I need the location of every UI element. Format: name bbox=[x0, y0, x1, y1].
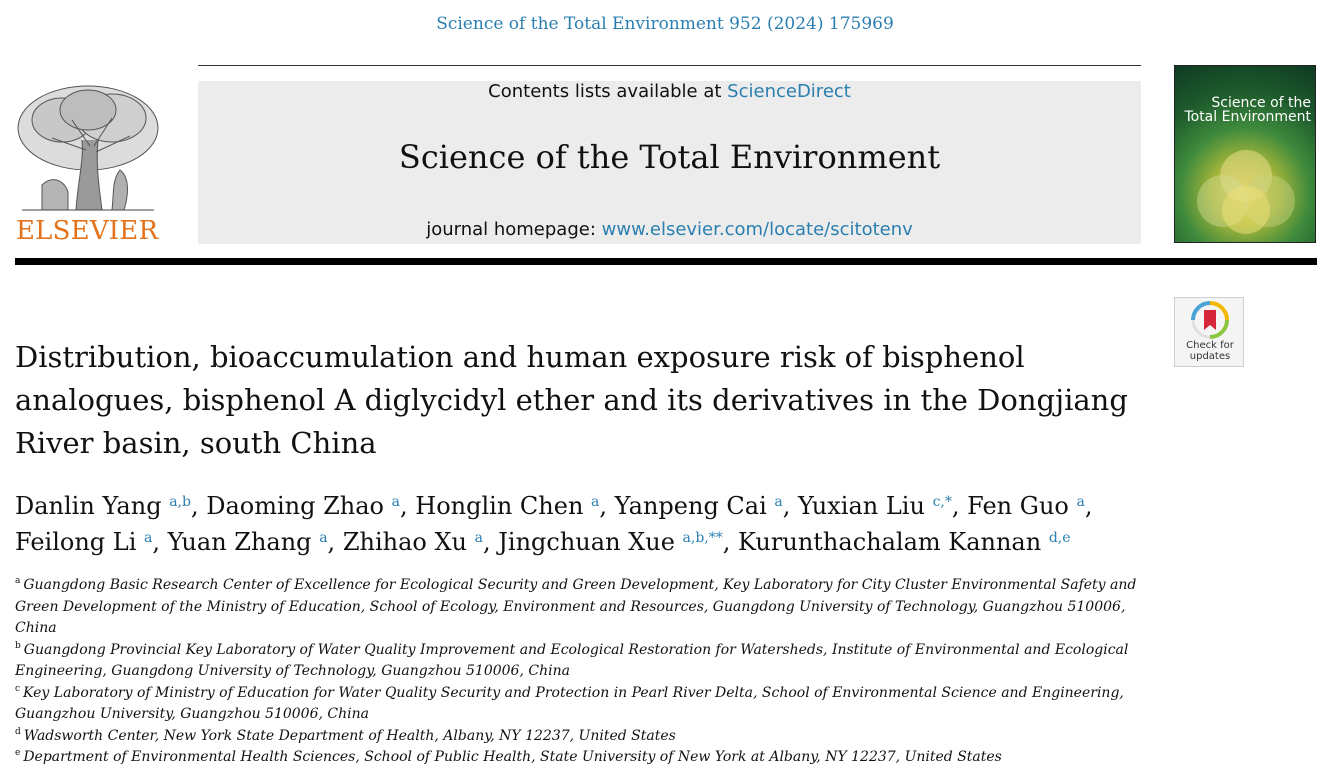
author-item: Zhihao Xu $^a$, bbox=[342, 528, 499, 556]
cover-graphic-icon bbox=[1193, 146, 1299, 238]
author-affiliation-marker[interactable]: a bbox=[144, 530, 153, 546]
author-item: Fen Guo $^a$, bbox=[967, 492, 1093, 520]
author-item bbox=[738, 528, 1071, 556]
sciencedirect-link[interactable]: ScienceDirect bbox=[727, 81, 851, 102]
author-name[interactable]: Yuxian Liu bbox=[798, 492, 925, 520]
author-affiliation-marker[interactable]: c,* bbox=[932, 494, 952, 510]
homepage-prefix: journal homepage: bbox=[426, 219, 602, 240]
affiliation-item bbox=[15, 640, 1155, 683]
affiliation-item bbox=[15, 726, 1155, 748]
author-name[interactable]: Kurunthachalam Kannan bbox=[738, 528, 1042, 556]
affiliation-text: Department of Environmental Health Sciences, School of Public Health, State University of New York at Albany, NY 12237, United States bbox=[23, 749, 1002, 765]
author-affiliation-marker[interactable]: a bbox=[474, 530, 484, 546]
affiliation-key: c bbox=[15, 683, 21, 694]
homepage-link[interactable]: www.elsevier.com/locate/scitotenv bbox=[601, 219, 913, 240]
author-name[interactable]: Danlin Yang bbox=[15, 492, 162, 520]
author-affiliation-marker[interactable]: a bbox=[591, 494, 600, 510]
homepage-line bbox=[198, 219, 1141, 240]
author-name[interactable]: Zhihao Xu bbox=[342, 528, 468, 556]
author-affiliation-marker[interactable]: a bbox=[1076, 494, 1085, 510]
cover-title: Science of the Total Environment bbox=[1184, 95, 1311, 125]
check-for-updates-button[interactable] bbox=[1174, 297, 1244, 367]
author-item: Danlin Yang $^{a,b}$, bbox=[15, 492, 207, 520]
affiliation-text: Guangdong Basic Research Center of Excellence for Ecological Security and Green Development, Key Laboratory for City Cluster Environmental Safety and Green Development of the Ministry of Education, School of Ecology, Environment and Resources, Guangdong University of Technology, Guangzhou 510006, China bbox=[15, 577, 1137, 636]
affiliation-item bbox=[15, 683, 1155, 726]
author-list bbox=[15, 488, 1175, 560]
check-for-updates-label: Check for updates bbox=[1186, 340, 1234, 362]
author-affiliation-marker[interactable]: a bbox=[391, 494, 401, 510]
affiliations bbox=[15, 575, 1155, 769]
header-top-rule bbox=[198, 65, 1141, 66]
affiliation-text: Wadsworth Center, New York State Department of Health, Albany, NY 12237, United States bbox=[23, 727, 676, 744]
author-item: Yanpeng Cai $^a$, bbox=[614, 492, 799, 520]
affiliation-key: e bbox=[15, 748, 21, 758]
journal-cover-thumbnail[interactable] bbox=[1174, 65, 1316, 243]
header-bottom-rule bbox=[15, 258, 1317, 265]
author-item: Yuan Zhang $^a$, bbox=[167, 528, 343, 556]
author-name[interactable]: Fen Guo bbox=[967, 492, 1069, 520]
article-title: Distribution, bioaccumulation and human exposure risk of bisphenol analogues, bisphenol A diglycidyl ether and its derivatives in the Dongjiang River basin, south China bbox=[15, 340, 1128, 460]
author-affiliation-marker[interactable]: a bbox=[774, 494, 783, 510]
author-affiliation-marker[interactable]: a,b,** bbox=[682, 530, 723, 546]
journal-title: Science of the Total Environment bbox=[398, 138, 941, 176]
tree-icon bbox=[12, 80, 164, 215]
affiliation-item bbox=[15, 747, 1155, 769]
affiliation-key: a bbox=[15, 576, 21, 586]
crossmark-icon bbox=[1175, 298, 1245, 340]
affiliation-text: Key Laboratory of Ministry of Education for Water Quality Security and Protection in Pearl River Delta, School of Environmental Science and Engineering, Guangzhou University, Guangzhou 510006, China bbox=[15, 684, 1124, 722]
author-item: Daoming Zhao $^a$, bbox=[206, 492, 416, 520]
affiliation-text: Guangdong Provincial Key Laboratory of Water Quality Improvement and Ecological Restoration for Watersheds, Institute of Environmental and Ecological Engineering, Guangdong University of Technology, Guangzhou 510006, China bbox=[15, 641, 1129, 679]
author-item: Feilong Li $^a$, bbox=[15, 528, 168, 556]
affiliation-key: b bbox=[15, 640, 21, 651]
author-item: Yuxian Liu $^{c,*}$, bbox=[798, 492, 968, 520]
journal-citation[interactable]: Science of the Total Environment 952 (2024) 175969 bbox=[436, 14, 894, 34]
author-name[interactable]: Feilong Li bbox=[15, 528, 137, 556]
affiliation-key: d bbox=[15, 726, 21, 737]
author-name[interactable]: Yanpeng Cai bbox=[614, 492, 767, 520]
author-affiliation-marker[interactable]: d,e bbox=[1048, 530, 1071, 546]
contents-line bbox=[198, 81, 1141, 102]
author-name[interactable]: Daoming Zhao bbox=[206, 492, 385, 520]
affiliation-item bbox=[15, 575, 1155, 640]
author-name[interactable]: Jingchuan Xue bbox=[498, 528, 675, 556]
author-affiliation-marker[interactable]: a,b bbox=[169, 494, 191, 510]
author-affiliation-marker[interactable]: a bbox=[319, 530, 328, 546]
contents-prefix: Contents lists available at bbox=[488, 81, 728, 102]
author-name[interactable]: Honglin Chen bbox=[415, 492, 584, 520]
author-item: Jingchuan Xue $^{a,b,**}$, bbox=[498, 528, 739, 556]
author-item: Honglin Chen $^a$, bbox=[415, 492, 615, 520]
author-name[interactable]: Yuan Zhang bbox=[167, 528, 312, 556]
elsevier-wordmark: ELSEVIER bbox=[16, 216, 159, 246]
